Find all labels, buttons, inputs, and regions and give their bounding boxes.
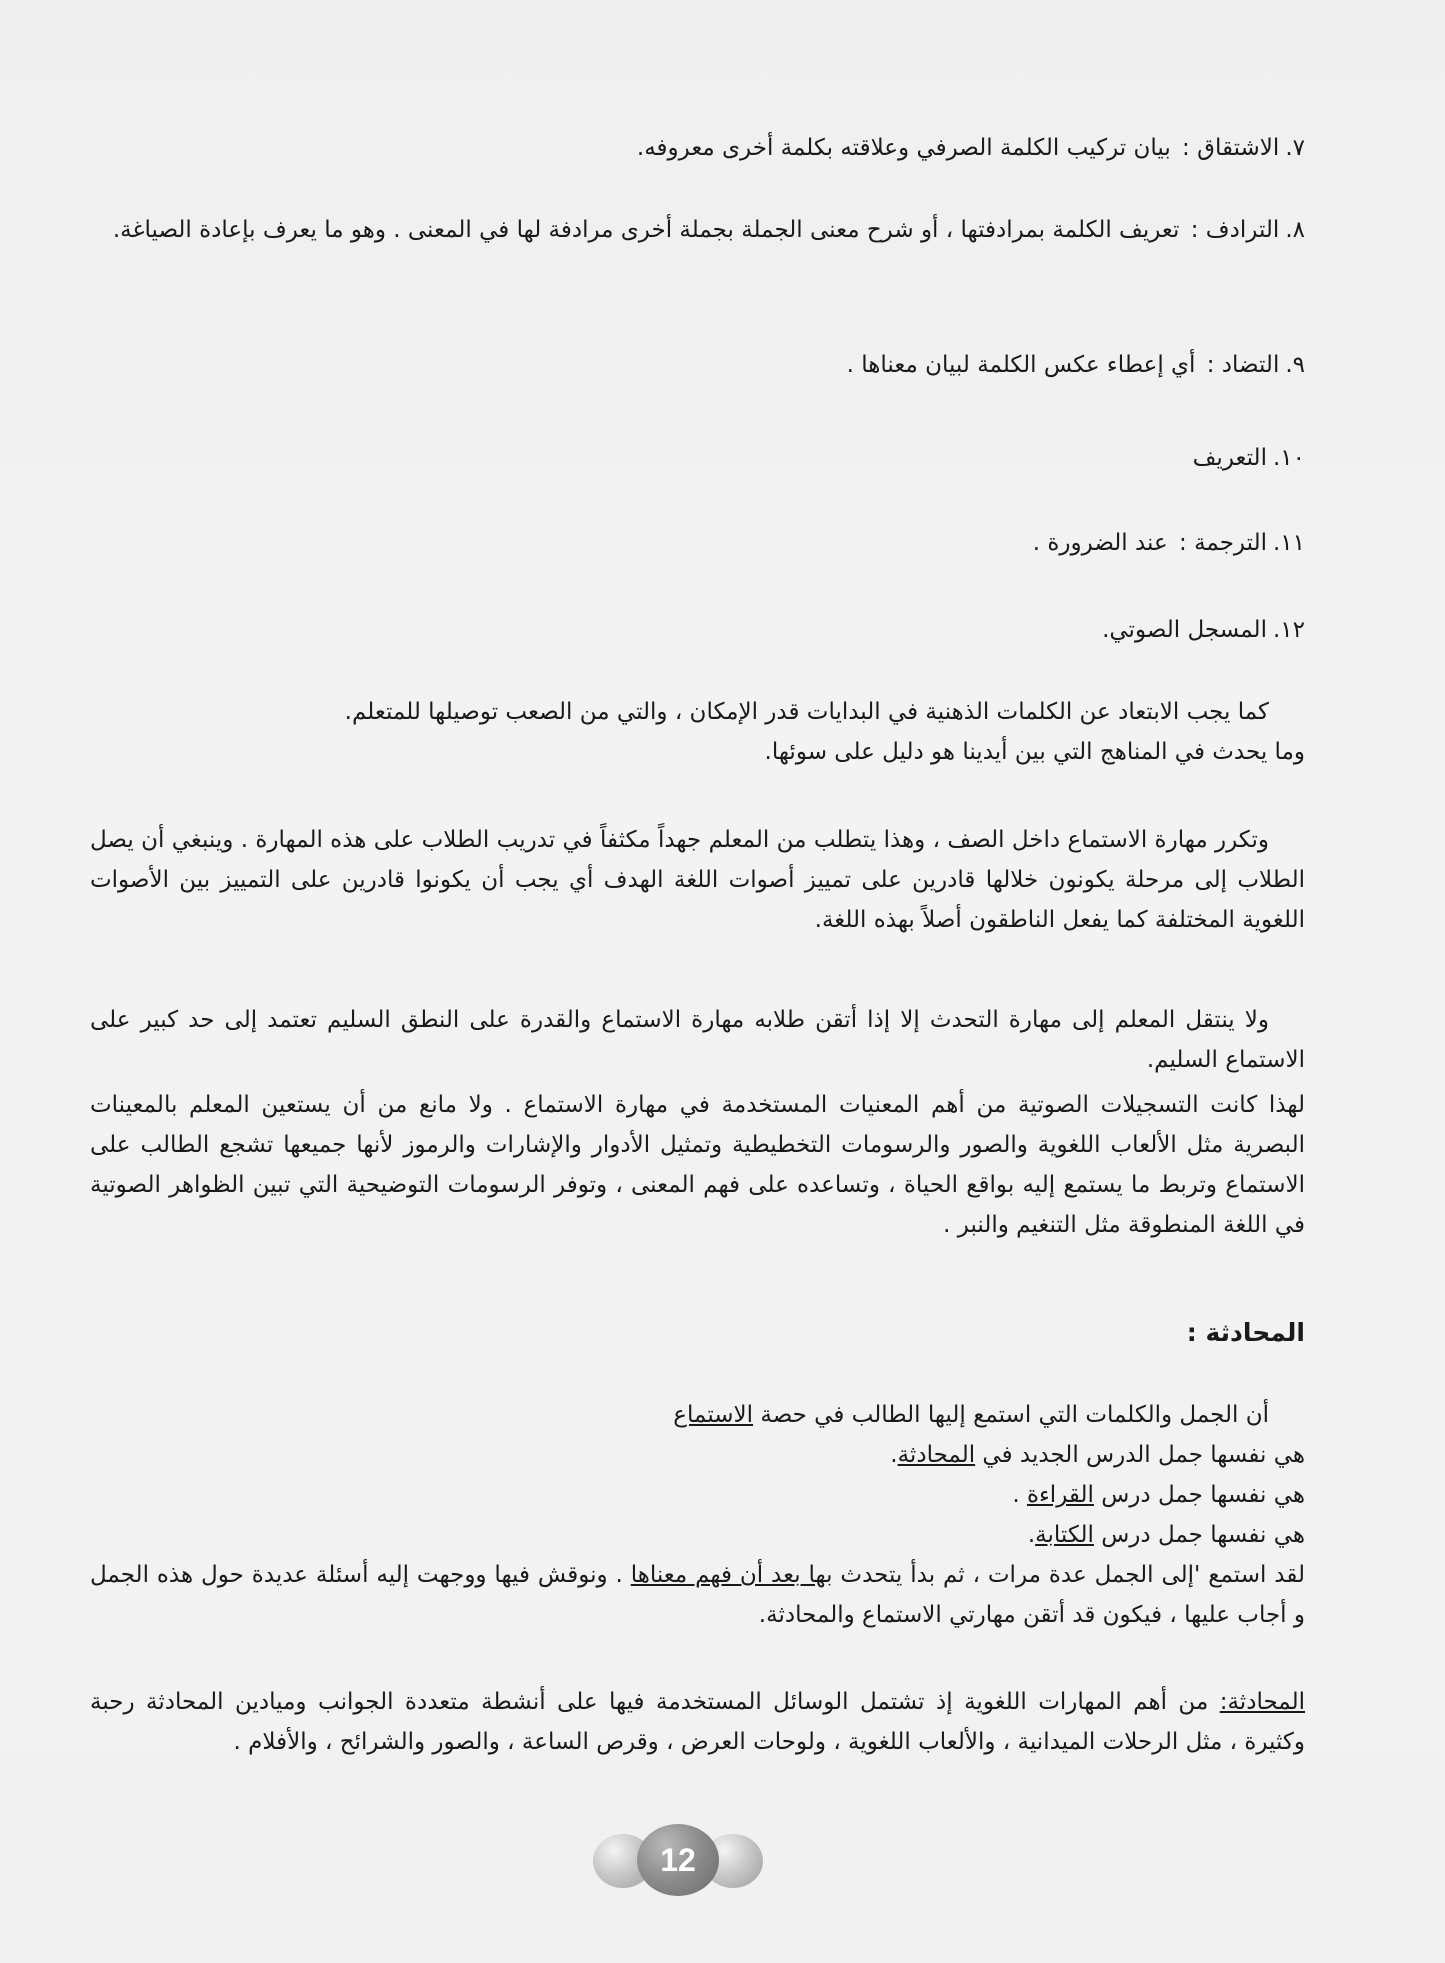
list-number: ١٢. xyxy=(1272,617,1305,643)
section-heading: المحادثة : xyxy=(1186,1318,1305,1347)
intro-line: أن الجمل والكلمات التي استمع إليها الطالب في حصة الاستماع xyxy=(673,1402,1269,1428)
list-item-7 xyxy=(90,128,1305,168)
paragraph-line: كما يجب الابتعاد عن الكلمات الذهنية في البدايات قدر الإمكان ، والتي من الصعب توصيلها للمتعلم. xyxy=(344,699,1269,725)
underlined-word: المحادثة xyxy=(897,1442,976,1468)
line-reading: هي نفسها جمل درس القراءة . xyxy=(1012,1482,1305,1508)
list-number: ٧. xyxy=(1285,135,1305,161)
line-conversation: هي نفسها جمل الدرس الجديد في المحادثة. xyxy=(890,1442,1305,1468)
underlined-word: الاستماع xyxy=(673,1402,754,1428)
section-lines xyxy=(90,1395,1305,1555)
list-item-8 xyxy=(90,210,1305,250)
list-number: ١١. xyxy=(1272,530,1305,556)
page-number: 12 xyxy=(660,1842,696,1878)
paragraph-conversation-definition: المحادثة: من أهم المهارات اللغوية إذ تشتمل الوسائل المستخدمة فيها على أنشطة متعددة الجوانب وميادين المحادثة رحبة وكثيرة ، مثل الرحلات الميدانية ، والألعاب اللغوية ، ولوحات العرض ، وقرص الساعة ، والصور والشرائح ، والأفلام . xyxy=(90,1689,1305,1755)
underlined-term: المحادثة: xyxy=(1219,1689,1305,1715)
list-term: التضاد : xyxy=(1206,352,1280,378)
paragraph-text: لهذا كانت التسجيلات الصوتية من أهم المعنيات المستخدمة في مهارة الاستماع . ولا مانع من أن يستعين المعلم بالمعينات البصرية مثل الألعاب اللغوية والصور والرسومات التخطيطية وتمثيل الأدوار والإشارات والرموز لأنها جميعها تشجع الطالب على الاستماع وتربط ما يستمع إليه بواقع الحياة ، وتساعده على فهم المعنى ، وتوفر الرسومات التوضيحية التي تبين الظواهر الصوتية في اللغة المنطوقة مثل التنغيم والنبر . xyxy=(90,1092,1305,1238)
list-number: ١٠. xyxy=(1272,445,1305,471)
list-term: الترادف : xyxy=(1190,217,1280,243)
paragraph-audio-recordings xyxy=(90,1085,1305,1245)
paragraph-text: ولا ينتقل المعلم إلى مهارة التحدث إلا إذا أتقن طلابه مهارة الاستماع والقدرة على النطق السليم تعتمد إلى حد كبير على الاستماع السليم. xyxy=(90,1007,1305,1073)
list-text: بيان تركيب الكلمة الصرفي وعلاقته بكلمة أخرى معروفه. xyxy=(636,135,1171,161)
list-item-12 xyxy=(90,610,1305,650)
underlined-word: الكتابة xyxy=(1035,1522,1094,1548)
list-term: التعريف xyxy=(1192,445,1267,471)
paragraph-text: وتكرر مهارة الاستماع داخل الصف ، وهذا يتطلب من المعلم جهداً مكثفاً في تدريب الطلاب على هذه المهارة . وينبغي أن يصل الطلاب إلى مرحلة يكونون خلالها قادرين على تمييز أصوات اللغة الهدف أي يجب أن يكونوا قادرين على التمييز بين الأصوات اللغوية المختلفة كما يفعل الناطقون أصلاً بهذه اللغة. xyxy=(90,827,1305,933)
list-item-11 xyxy=(90,523,1305,563)
list-term: الترجمة : xyxy=(1179,530,1267,556)
list-term: المسجل الصوتي. xyxy=(1102,617,1267,643)
list-text: أي إعطاء عكس الكلمة لبيان معناها . xyxy=(846,352,1196,378)
list-item-10 xyxy=(90,438,1305,478)
list-text: تعريف الكلمة بمرادفتها ، أو شرح معنى الجملة بجملة أخرى مرادفة لها في المعنى . وهو ما يعرف بإعادة الصياغة. xyxy=(112,217,1180,243)
underlined-word: القراءة xyxy=(1026,1482,1094,1508)
paragraph-mental-words xyxy=(90,692,1305,772)
line-writing: هي نفسها جمل درس الكتابة. xyxy=(1027,1522,1305,1548)
paragraph-mastery: لقد استمع 'إلى الجمل عدة مرات ، ثم بدأ يتحدث بها بعد أن فهم معناها . ونوقش فيها ووجهت إليه أسئلة عديدة حول هذه الجمل و أجاب عليها ، فيكون قد أتقن مهارتي الاستماع والمحادثة. xyxy=(90,1562,1305,1628)
paragraph-listening-skill xyxy=(90,820,1305,940)
list-text: عند الضرورة . xyxy=(1032,530,1168,556)
list-number: ٨. xyxy=(1285,217,1305,243)
paragraph-line: وما يحدث في المناهج التي بين أيدينا هو دليل على سوئها. xyxy=(764,739,1305,765)
list-number: ٩. xyxy=(1285,352,1305,378)
list-item-9 xyxy=(90,345,1305,385)
page-number-badge xyxy=(593,1824,763,1894)
underlined-phrase: بها بعد أن فهم معناها xyxy=(630,1562,833,1588)
list-term: الاشتقاق : xyxy=(1182,135,1280,161)
paragraph-speaking-transition xyxy=(90,1000,1305,1080)
